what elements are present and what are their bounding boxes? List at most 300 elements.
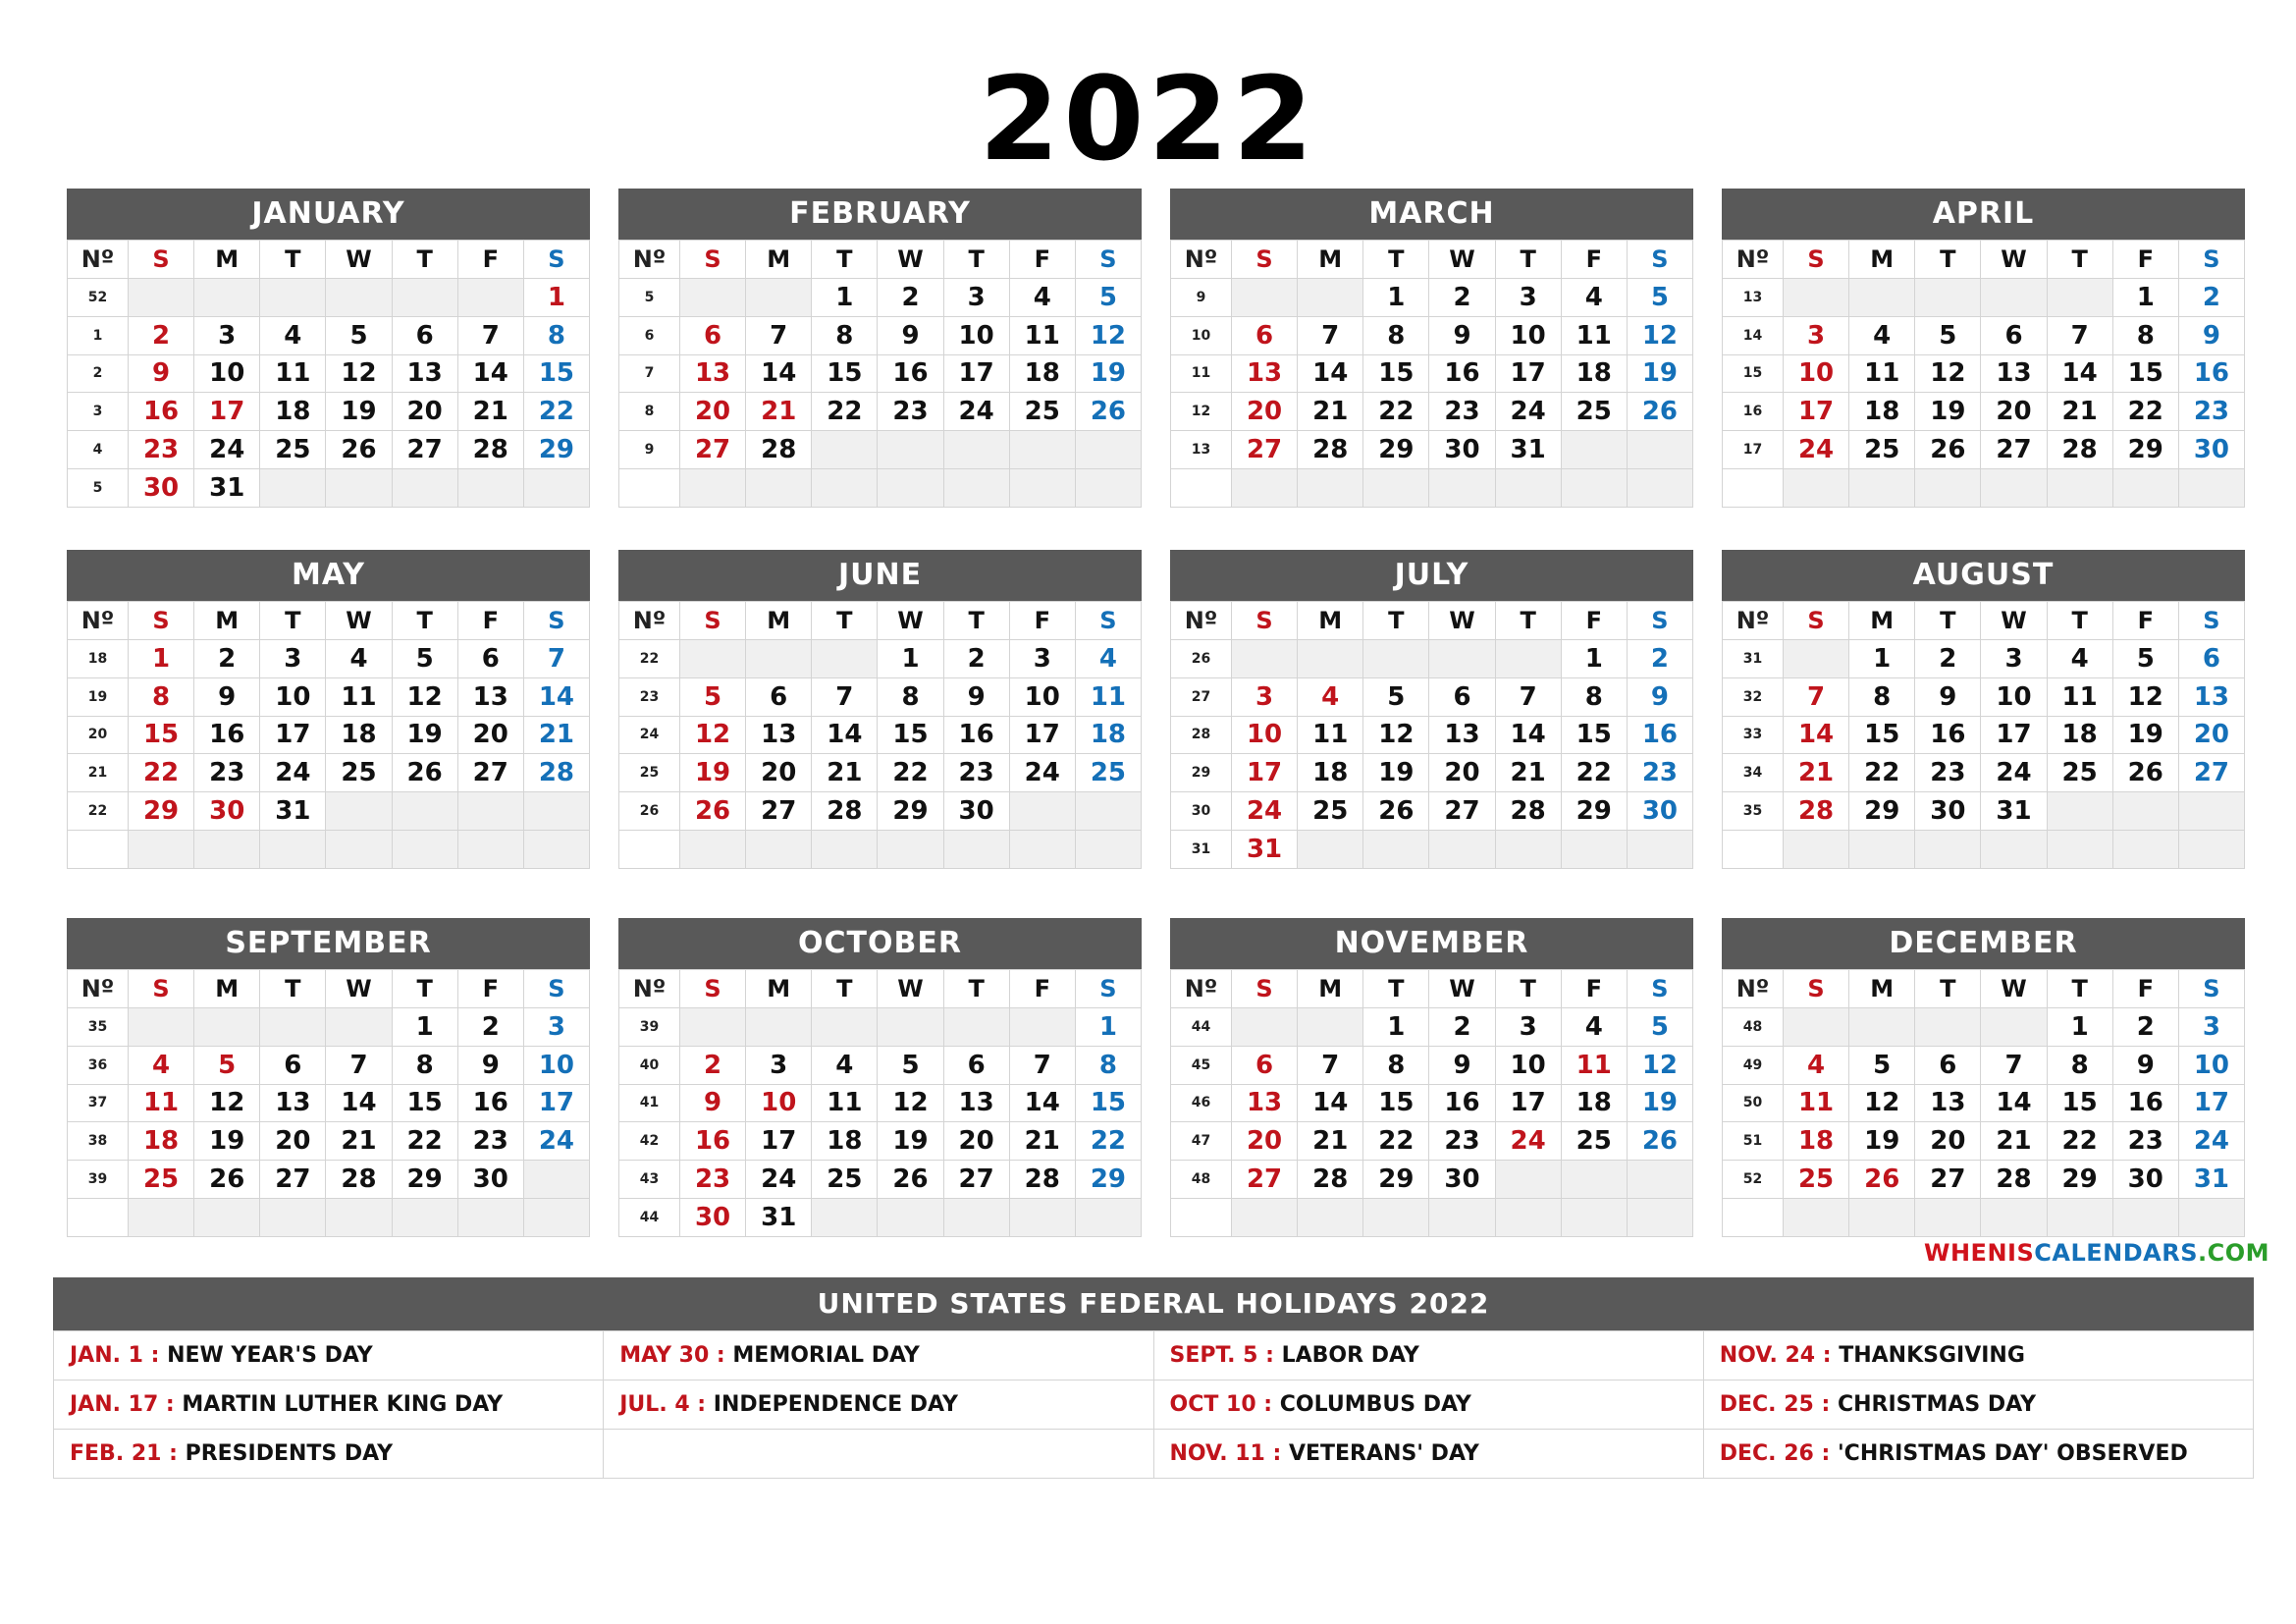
- day-cell: 14: [1495, 716, 1561, 754]
- week-row: [1723, 1198, 2245, 1236]
- day-cell: 4: [1784, 1046, 1849, 1084]
- week-row: [68, 354, 590, 393]
- holiday-entry: [1153, 1430, 1703, 1479]
- week-row: [1171, 354, 1693, 393]
- day-cell: 27: [1981, 431, 2047, 469]
- day-cell: 1: [1075, 1008, 1141, 1047]
- day-cell: 25: [1561, 393, 1627, 431]
- empty-cell: [1298, 279, 1363, 317]
- empty-cell: [1298, 468, 1363, 507]
- day-cell: 3: [1495, 1008, 1561, 1047]
- holiday-date: JUL. 4 :: [619, 1392, 707, 1417]
- day-cell: 6: [457, 640, 523, 678]
- empty-cell: [392, 830, 457, 868]
- weekday-label: M: [194, 241, 260, 279]
- day-cell: 31: [1232, 830, 1298, 868]
- day-cell: 10: [260, 677, 326, 716]
- day-cell: 4: [129, 1046, 194, 1084]
- day-cell: 14: [812, 716, 878, 754]
- day-cell: 9: [1429, 316, 1495, 354]
- weekday-header-row: [1171, 602, 1693, 640]
- day-cell: 8: [812, 316, 878, 354]
- day-cell: 22: [812, 393, 878, 431]
- week-row: [1171, 1046, 1693, 1084]
- week-number: 4: [68, 431, 129, 469]
- holiday-date: SEPT. 5 :: [1169, 1343, 1274, 1368]
- day-cell: 30: [194, 792, 260, 831]
- day-cell: 23: [680, 1161, 746, 1199]
- week-row: [1171, 279, 1693, 317]
- empty-cell: [1915, 830, 1981, 868]
- day-cell: 18: [812, 1122, 878, 1161]
- month-october: [618, 918, 1142, 1237]
- day-cell: 10: [1981, 677, 2047, 716]
- weekday-label: S: [129, 970, 194, 1008]
- day-cell: 29: [2047, 1161, 2112, 1199]
- week-row: [619, 792, 1142, 831]
- day-cell: 28: [1298, 1161, 1363, 1199]
- empty-cell: [129, 1008, 194, 1047]
- weekday-label: W: [326, 970, 392, 1008]
- day-cell: 30: [457, 1161, 523, 1199]
- day-cell: 17: [1981, 716, 2047, 754]
- empty-cell: [1171, 1198, 1232, 1236]
- weekday-label: T: [392, 602, 457, 640]
- day-cell: 31: [1981, 792, 2047, 831]
- month-grid: [1170, 240, 1693, 508]
- day-cell: 23: [878, 393, 943, 431]
- empty-cell: [1561, 1161, 1627, 1199]
- day-cell: 10: [1009, 677, 1075, 716]
- month-name: MARCH: [1170, 189, 1693, 240]
- empty-cell: [1849, 468, 1915, 507]
- day-cell: 5: [1075, 279, 1141, 317]
- weekday-header-row: [619, 241, 1142, 279]
- week-row: [1723, 354, 2245, 393]
- empty-cell: [680, 830, 746, 868]
- empty-cell: [1723, 1198, 1784, 1236]
- week-row: [68, 1084, 590, 1122]
- week-number: 51: [1723, 1122, 1784, 1161]
- day-cell: 22: [2047, 1122, 2112, 1161]
- week-number: 3: [68, 393, 129, 431]
- day-cell: 28: [457, 431, 523, 469]
- month-grid: [618, 601, 1142, 869]
- day-cell: 16: [2178, 354, 2244, 393]
- day-cell: 8: [1075, 1046, 1141, 1084]
- day-cell: 8: [523, 316, 589, 354]
- weekday-label: F: [2112, 602, 2178, 640]
- weekday-label: S: [1075, 602, 1141, 640]
- week-row: [1723, 754, 2245, 792]
- day-cell: 24: [260, 754, 326, 792]
- week-number: 26: [1171, 640, 1232, 678]
- day-cell: 1: [2112, 279, 2178, 317]
- weekday-label: T: [943, 602, 1009, 640]
- week-number: 33: [1723, 716, 1784, 754]
- day-cell: 19: [1849, 1122, 1915, 1161]
- day-cell: 1: [812, 279, 878, 317]
- day-cell: 3: [523, 1008, 589, 1047]
- month-august: [1722, 550, 2245, 869]
- empty-cell: [326, 279, 392, 317]
- empty-cell: [1723, 468, 1784, 507]
- week-row: [1171, 393, 1693, 431]
- weekday-label: S: [680, 241, 746, 279]
- day-cell: 16: [457, 1084, 523, 1122]
- month-december: [1722, 918, 2245, 1237]
- empty-cell: [2047, 279, 2112, 317]
- holidays-title: UNITED STATES FEDERAL HOLIDAYS 2022: [53, 1277, 2254, 1330]
- empty-cell: [1429, 1198, 1495, 1236]
- day-cell: 6: [1232, 1046, 1298, 1084]
- empty-cell: [1849, 830, 1915, 868]
- empty-cell: [1561, 830, 1627, 868]
- day-cell: 16: [1627, 716, 1692, 754]
- empty-cell: [2112, 830, 2178, 868]
- day-cell: 12: [1363, 716, 1429, 754]
- day-cell: 28: [523, 754, 589, 792]
- day-cell: 8: [1363, 1046, 1429, 1084]
- day-cell: 17: [2178, 1084, 2244, 1122]
- day-cell: 9: [943, 677, 1009, 716]
- day-cell: 10: [1495, 1046, 1561, 1084]
- weekday-label: T: [1495, 241, 1561, 279]
- empty-cell: [1561, 468, 1627, 507]
- weekday-label: M: [1849, 241, 1915, 279]
- empty-cell: [746, 279, 812, 317]
- day-cell: 14: [326, 1084, 392, 1122]
- day-cell: 22: [878, 754, 943, 792]
- day-cell: 8: [1363, 316, 1429, 354]
- day-cell: 1: [1363, 279, 1429, 317]
- week-row: [1723, 431, 2245, 469]
- empty-cell: [812, 431, 878, 469]
- day-cell: 19: [1363, 754, 1429, 792]
- week-number: 37: [68, 1084, 129, 1122]
- month-grid: [1722, 969, 2245, 1237]
- week-row: [1171, 1122, 1693, 1161]
- day-cell: 10: [746, 1084, 812, 1122]
- day-cell: 6: [1429, 677, 1495, 716]
- empty-cell: [680, 279, 746, 317]
- month-name: OCTOBER: [618, 918, 1142, 969]
- day-cell: 21: [457, 393, 523, 431]
- day-cell: 17: [746, 1122, 812, 1161]
- week-number: 7: [619, 354, 680, 393]
- week-row: [1171, 1161, 1693, 1199]
- week-number: 29: [1171, 754, 1232, 792]
- day-cell: 11: [326, 677, 392, 716]
- day-cell: 3: [1495, 279, 1561, 317]
- weekday-label: T: [1363, 602, 1429, 640]
- day-cell: 7: [457, 316, 523, 354]
- day-cell: 12: [392, 677, 457, 716]
- day-cell: 22: [1363, 393, 1429, 431]
- day-cell: 11: [1075, 677, 1141, 716]
- empty-cell: [1627, 468, 1692, 507]
- day-cell: 3: [1784, 316, 1849, 354]
- empty-cell: [2112, 792, 2178, 831]
- empty-cell: [943, 1008, 1009, 1047]
- week-row: [1171, 792, 1693, 831]
- weekday-label: S: [680, 602, 746, 640]
- weekday-label: T: [812, 241, 878, 279]
- weekday-label: S: [2178, 241, 2244, 279]
- day-cell: 9: [878, 316, 943, 354]
- empty-cell: [457, 468, 523, 507]
- day-cell: 13: [1232, 354, 1298, 393]
- day-cell: 13: [457, 677, 523, 716]
- week-row: [1171, 677, 1693, 716]
- empty-cell: [746, 468, 812, 507]
- day-cell: 22: [523, 393, 589, 431]
- empty-cell: [1363, 1198, 1429, 1236]
- day-cell: 2: [1915, 640, 1981, 678]
- day-cell: 2: [194, 640, 260, 678]
- day-cell: 19: [1915, 393, 1981, 431]
- day-cell: 30: [1915, 792, 1981, 831]
- empty-cell: [326, 792, 392, 831]
- weekday-label: S: [129, 241, 194, 279]
- week-row: [68, 1046, 590, 1084]
- day-cell: 28: [2047, 431, 2112, 469]
- weekday-header-row: [619, 602, 1142, 640]
- day-cell: 19: [1075, 354, 1141, 393]
- week-row: [619, 431, 1142, 469]
- day-cell: 10: [194, 354, 260, 393]
- day-cell: 13: [1232, 1084, 1298, 1122]
- day-cell: 17: [1009, 716, 1075, 754]
- empty-cell: [943, 1198, 1009, 1236]
- week-row: [619, 1122, 1142, 1161]
- day-cell: 14: [746, 354, 812, 393]
- day-cell: 31: [2178, 1161, 2244, 1199]
- day-cell: 29: [1363, 1161, 1429, 1199]
- day-cell: 17: [260, 716, 326, 754]
- weekday-label: S: [680, 970, 746, 1008]
- day-cell: 26: [1627, 393, 1692, 431]
- day-cell: 7: [1298, 316, 1363, 354]
- day-cell: 11: [1298, 716, 1363, 754]
- weekday-label: S: [1627, 241, 1692, 279]
- week-row: [68, 716, 590, 754]
- day-cell: 21: [1298, 1122, 1363, 1161]
- day-cell: 10: [943, 316, 1009, 354]
- empty-cell: [260, 830, 326, 868]
- day-cell: 27: [746, 792, 812, 831]
- day-cell: 18: [1849, 393, 1915, 431]
- day-cell: 18: [1784, 1122, 1849, 1161]
- day-cell: 4: [1009, 279, 1075, 317]
- empty-cell: [812, 640, 878, 678]
- week-row: [619, 354, 1142, 393]
- day-cell: 9: [194, 677, 260, 716]
- week-number-header: Nº: [68, 602, 129, 640]
- day-cell: 26: [680, 792, 746, 831]
- empty-cell: [1915, 468, 1981, 507]
- day-cell: 25: [1784, 1161, 1849, 1199]
- week-number-header: Nº: [68, 241, 129, 279]
- website-logo: [1924, 1239, 2270, 1267]
- day-cell: 24: [1981, 754, 2047, 792]
- day-cell: 20: [746, 754, 812, 792]
- weekday-label: F: [1561, 241, 1627, 279]
- day-cell: 27: [2178, 754, 2244, 792]
- week-number: 24: [619, 716, 680, 754]
- day-cell: 21: [1495, 754, 1561, 792]
- day-cell: 22: [2112, 393, 2178, 431]
- day-cell: 22: [1561, 754, 1627, 792]
- day-cell: 29: [129, 792, 194, 831]
- week-row: [68, 1122, 590, 1161]
- week-number: 13: [1171, 431, 1232, 469]
- holidays-list: [53, 1330, 2254, 1479]
- day-cell: 25: [1849, 431, 1915, 469]
- day-cell: 27: [1232, 1161, 1298, 1199]
- week-number: 43: [619, 1161, 680, 1199]
- weekday-label: M: [1298, 602, 1363, 640]
- empty-cell: [1495, 468, 1561, 507]
- empty-cell: [1429, 640, 1495, 678]
- day-cell: 29: [1363, 431, 1429, 469]
- month-name: SEPTEMBER: [67, 918, 590, 969]
- day-cell: 20: [1232, 393, 1298, 431]
- day-cell: 8: [129, 677, 194, 716]
- weekday-label: S: [1627, 602, 1692, 640]
- week-number: 44: [619, 1198, 680, 1236]
- empty-cell: [1784, 640, 1849, 678]
- day-cell: 15: [1075, 1084, 1141, 1122]
- day-cell: 21: [1784, 754, 1849, 792]
- week-number: 22: [619, 640, 680, 678]
- week-row: [619, 1084, 1142, 1122]
- week-number: 46: [1171, 1084, 1232, 1122]
- day-cell: 26: [1627, 1122, 1692, 1161]
- week-number: 23: [619, 677, 680, 716]
- day-cell: 14: [523, 677, 589, 716]
- holiday-name: NEW YEAR'S DAY: [159, 1343, 373, 1368]
- day-cell: 22: [1849, 754, 1915, 792]
- day-cell: 20: [680, 393, 746, 431]
- weekday-label: W: [878, 602, 943, 640]
- day-cell: 25: [2047, 754, 2112, 792]
- day-cell: 7: [523, 640, 589, 678]
- month-name: APRIL: [1722, 189, 2245, 240]
- day-cell: 7: [746, 316, 812, 354]
- week-number: 36: [68, 1046, 129, 1084]
- empty-cell: [680, 640, 746, 678]
- weekday-label: F: [1009, 241, 1075, 279]
- day-cell: 1: [523, 279, 589, 317]
- weekday-header-row: [1723, 602, 2245, 640]
- day-cell: 26: [1363, 792, 1429, 831]
- weekday-label: F: [457, 970, 523, 1008]
- day-cell: 29: [2112, 431, 2178, 469]
- weekday-label: S: [523, 241, 589, 279]
- weekday-header-row: [619, 970, 1142, 1008]
- week-row: [1171, 468, 1693, 507]
- holiday-entry: [54, 1331, 604, 1380]
- day-cell: 25: [1298, 792, 1363, 831]
- week-row: [1723, 1008, 2245, 1047]
- weekday-label: W: [1429, 602, 1495, 640]
- week-row: [1723, 279, 2245, 317]
- day-cell: 13: [392, 354, 457, 393]
- day-cell: 24: [1232, 792, 1298, 831]
- empty-cell: [457, 830, 523, 868]
- weekday-label: F: [457, 602, 523, 640]
- day-cell: 8: [2112, 316, 2178, 354]
- day-cell: 24: [1784, 431, 1849, 469]
- empty-cell: [812, 468, 878, 507]
- month-june: [618, 550, 1142, 869]
- day-cell: 18: [326, 716, 392, 754]
- day-cell: 24: [2178, 1122, 2244, 1161]
- week-row: [68, 393, 590, 431]
- week-number: 30: [1171, 792, 1232, 831]
- month-name: NOVEMBER: [1170, 918, 1693, 969]
- day-cell: 12: [1627, 1046, 1692, 1084]
- week-row: [1723, 1084, 2245, 1122]
- day-cell: 6: [260, 1046, 326, 1084]
- day-cell: 4: [326, 640, 392, 678]
- month-grid: [618, 240, 1142, 508]
- weekday-label: F: [1561, 602, 1627, 640]
- day-cell: 13: [2178, 677, 2244, 716]
- empty-cell: [1627, 1161, 1692, 1199]
- weekday-label: T: [260, 602, 326, 640]
- day-cell: 15: [1363, 354, 1429, 393]
- holiday-entry: [1153, 1331, 1703, 1380]
- day-cell: 2: [457, 1008, 523, 1047]
- week-number: 35: [1723, 792, 1784, 831]
- day-cell: 4: [1561, 279, 1627, 317]
- day-cell: 19: [2112, 716, 2178, 754]
- empty-cell: [392, 792, 457, 831]
- day-cell: 12: [878, 1084, 943, 1122]
- day-cell: 27: [1915, 1161, 1981, 1199]
- week-row: [619, 640, 1142, 678]
- week-number: 22: [68, 792, 129, 831]
- day-cell: 21: [812, 754, 878, 792]
- weekday-label: T: [1363, 241, 1429, 279]
- day-cell: 11: [812, 1084, 878, 1122]
- holiday-entry: [54, 1430, 604, 1479]
- weekday-label: F: [1561, 970, 1627, 1008]
- holiday-entry: [1153, 1380, 1703, 1430]
- holiday-name: INDEPENDENCE DAY: [706, 1392, 958, 1417]
- empty-cell: [1075, 792, 1141, 831]
- day-cell: 22: [1363, 1122, 1429, 1161]
- day-cell: 17: [1495, 354, 1561, 393]
- day-cell: 6: [746, 677, 812, 716]
- day-cell: 5: [680, 677, 746, 716]
- empty-cell: [194, 1198, 260, 1236]
- day-cell: 9: [457, 1046, 523, 1084]
- day-cell: 17: [194, 393, 260, 431]
- day-cell: 4: [812, 1046, 878, 1084]
- day-cell: 17: [523, 1084, 589, 1122]
- day-cell: 18: [1075, 716, 1141, 754]
- day-cell: 5: [326, 316, 392, 354]
- empty-cell: [746, 830, 812, 868]
- day-cell: 21: [746, 393, 812, 431]
- day-cell: 16: [943, 716, 1009, 754]
- day-cell: 7: [326, 1046, 392, 1084]
- day-cell: 6: [2178, 640, 2244, 678]
- holiday-date: DEC. 26 :: [1719, 1441, 1831, 1466]
